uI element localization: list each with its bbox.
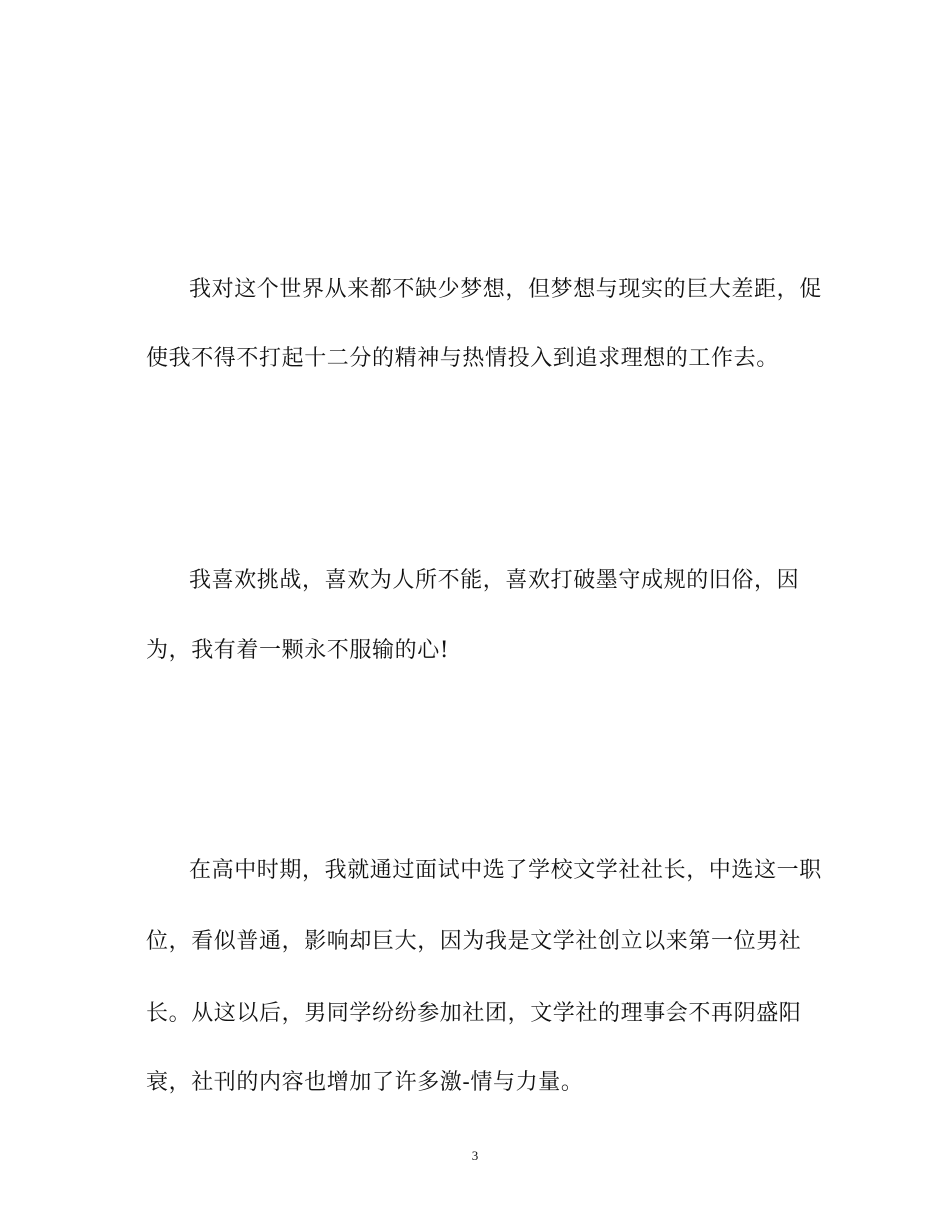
paragraph-line: 我喜欢挑战，喜欢为人所不能，喜欢打破墨守成规的旧俗，因 (189, 568, 800, 593)
paragraph-line: 长。从这以后，男同学纷纷参加社团，文学社的理事会不再阴盛阳 (146, 1001, 802, 1026)
paragraph-line: 在高中时期，我就通过面试中选了学校文学社社长，中选这一职 (189, 858, 822, 883)
page-number: 3 (471, 1148, 479, 1163)
paragraph-line: 我对这个世界从来都不缺少梦想，但梦想与现实的巨大差距，促 (189, 277, 822, 302)
paragraph-line: 使我不得不打起十二分的精神与热情投入到追求理想的工作去。 (146, 346, 779, 371)
paragraph-line: 衰，社刊的内容也增加了许多激-情与力量。 (146, 1070, 584, 1095)
paragraph-line: 为，我有着一颗永不服输的心! (146, 638, 450, 663)
paragraph-line: 位，看似普通，影响却巨大，因为我是文学社创立以来第一位男社 (146, 929, 802, 954)
